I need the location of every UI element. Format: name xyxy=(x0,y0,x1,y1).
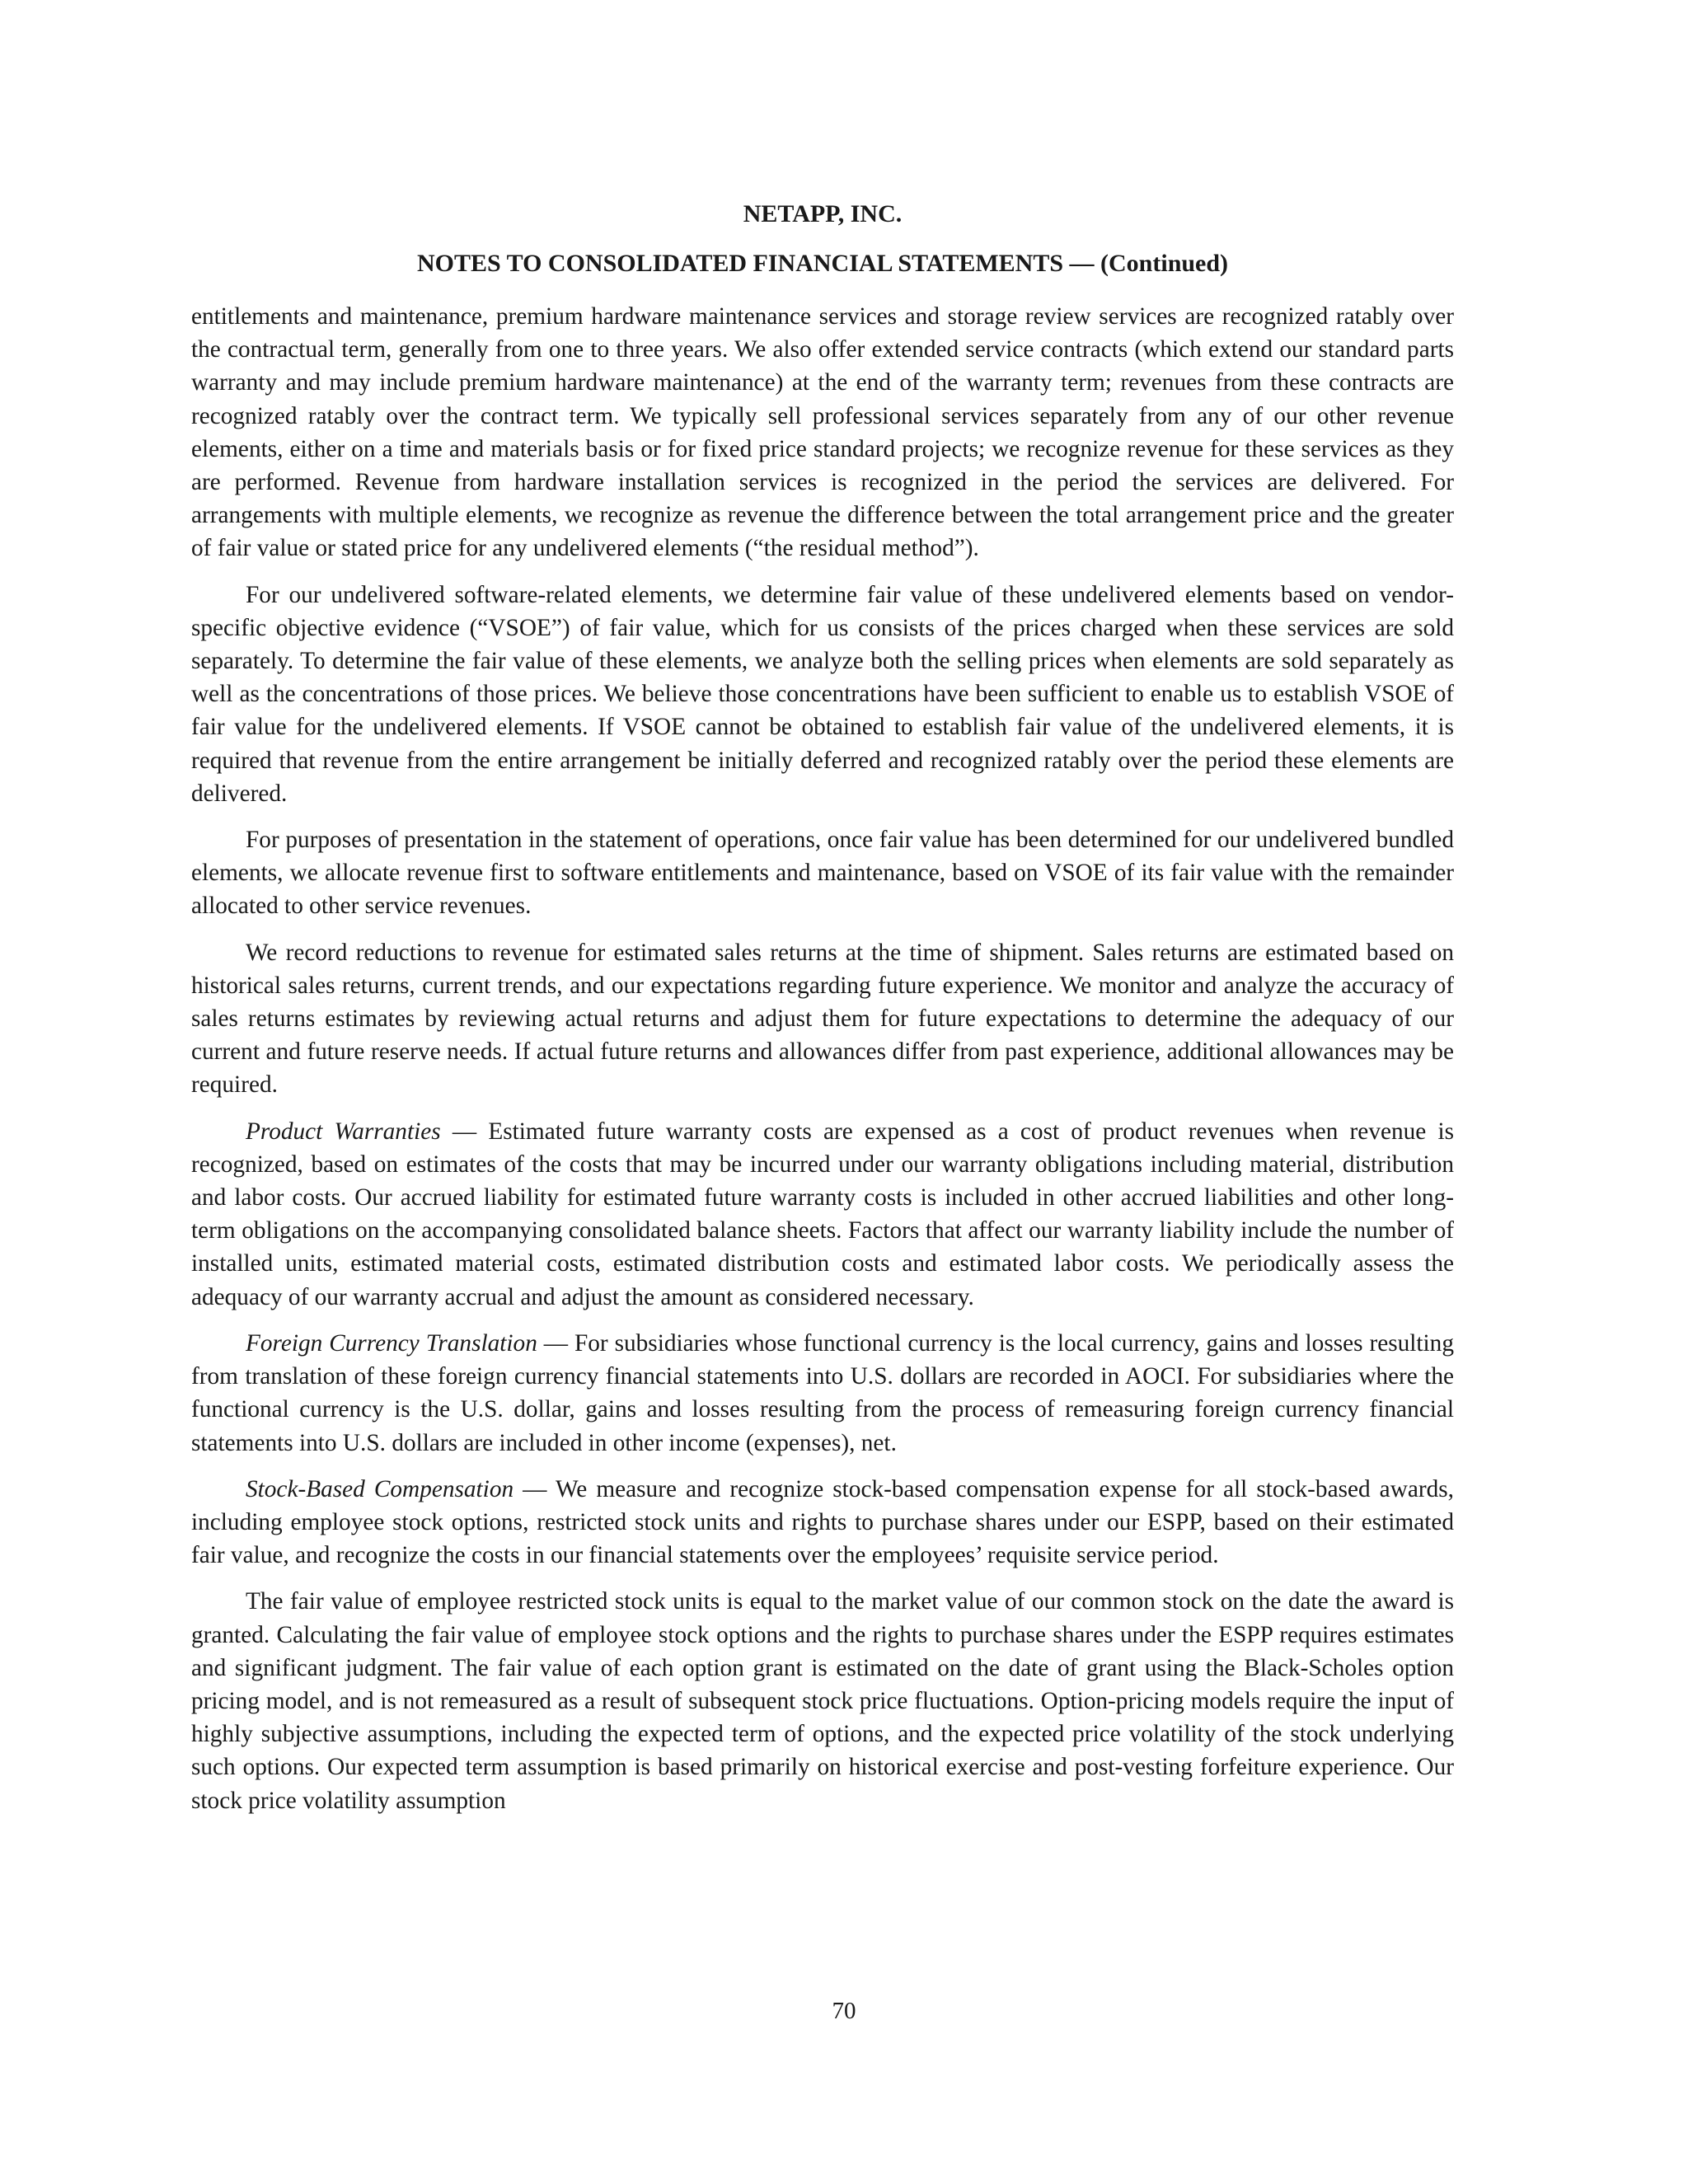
document-page xyxy=(191,198,1454,1830)
paragraph-lead-heading: Foreign Currency Translation xyxy=(246,1329,537,1357)
paragraph-foreign-currency xyxy=(191,1327,1454,1460)
paragraph-lead-heading: Product Warranties xyxy=(246,1118,441,1145)
paragraph-text: — We measure and recognize stock-based compensation expense for all stock-based awards, including employee stock options, restricted stock units and rights to purchase shares under our ESPP, based on their estimated fair value, and recognize the costs in our financial statements over the employees’ requisite service period. xyxy=(191,1475,1454,1569)
paragraph-text: For our undelivered software-related elements, we determine fair value of these undelivered elements based on vendor-specific objective evidence (“VSOE”) of fair value, which for us consists of the prices charged when these services are sold separately. To determine the fair value of these elements, we analyze both the selling prices when elements are sold separately as well as the concentrations of those prices. We believe those concentrations have been sufficient to enable us to establish VSOE of fair value for the undelivered elements. If VSOE cannot be obtained to establish fair value of the undelivered elements, it is required that revenue from the entire arrangement be initially deferred and recognized ratably over the period these elements are delivered. xyxy=(191,581,1454,807)
paragraph-product-warranties xyxy=(191,1115,1454,1314)
paragraph-sales-returns xyxy=(191,936,1454,1102)
paragraph-stock-based-compensation xyxy=(191,1473,1454,1572)
paragraph-undelivered-elements xyxy=(191,579,1454,810)
company-name: NETAPP, INC. xyxy=(743,200,903,227)
paragraph-lead-heading: Stock-Based Compensation xyxy=(246,1475,514,1502)
paragraph-text: — Estimated future warranty costs are expensed as a cost of product revenues when revenue is recognized, based on estimates of the costs that may be incurred under our warranty obligations including material, distribution and labor costs. Our accrued liability for estimated future warranty costs is included in other accrued liabilities and other long-term obligations on the accompanying consolidated balance sheets. Factors that affect our warranty liability include the number of installed units, estimated material costs, estimated distribution costs and estimated labor costs. We periodically assess the adequacy of our warranty accrual and adjust the amount as considered necessary. xyxy=(191,1118,1455,1310)
notes-title: NOTES TO CONSOLIDATED FINANCIAL STATEMENTS — (Continued) xyxy=(416,250,1229,277)
paragraph-fair-value-rsu xyxy=(191,1585,1454,1816)
page-number: 70 xyxy=(832,1998,856,2024)
paragraph-presentation xyxy=(191,823,1454,923)
paragraph-text: The fair value of employee restricted stock units is equal to the market value of our common stock on the date the award is granted. Calculating the fair value of employee stock options and the rights to purchase shares under the ESPP requires estimates and significant judgment. The fair value of each option grant is estimated on the date of grant using the Black-Scholes option pricing model, and is not remeasured as a result of subsequent stock price fluctuations. Option-pricing models require the input of highly subjective assumptions, including the expected term of options, and the expected price volatility of the stock underlying such options. Our expected term assumption is based primarily on historical exercise and post-vesting forfeiture experience. Our stock price volatility assumption xyxy=(191,1588,1454,1814)
paragraph-text: We record reductions to revenue for estimated sales returns at the time of shipment. Sales returns are estimated based on historical sales returns, current trends, and our expectations regarding future experience. We monitor and analyze the accuracy of sales returns estimates by reviewing actual returns and adjust them for future expectations to determine the adequacy of our current and future reserve needs. If actual future returns and allowances differ from past experience, additional allowances may be required. xyxy=(191,939,1454,1099)
paragraph-text: For purposes of presentation in the statement of operations, once fair value has been determined for our undelivered bundled elements, we allocate revenue first to software entitlements and maintenance, based on VSOE of its fair value with the remainder allocated to other service revenues. xyxy=(191,827,1454,920)
paragraph-revenue-continued xyxy=(191,300,1454,565)
paragraph-text: — For subsidiaries whose functional currency is the local currency, gains and losses resulting from translation of these foreign currency financial statements into U.S. dollars are recorded in AOCI. For subsidiaries where the functional currency is the U.S. dollar, gains and losses resulting from the process of remeasuring foreign currency financial statements into U.S. dollars are included in other income (expenses), net. xyxy=(191,1329,1454,1456)
paragraph-text: entitlements and maintenance, premium hardware maintenance services and storage review services are recognized ratably over the contractual term, generally from one to three years. We also offer extended service contracts (which extend our standard parts warranty and may include premium hardware maintenance) at the end of the warranty term; revenues from these contracts are recognized ratably over the contract term. We typically sell professional services separately from any of our other revenue elements, either on a time and materials basis or for fixed price standard projects; we recognize revenue for these services as they are performed. Revenue from hardware installation services is recognized in the period the services are delivered. For arrangements with multiple elements, we recognize as revenue the difference between the total arrangement price and the greater of fair value or stated price for any undelivered elements (“the residual method”). xyxy=(191,303,1454,562)
